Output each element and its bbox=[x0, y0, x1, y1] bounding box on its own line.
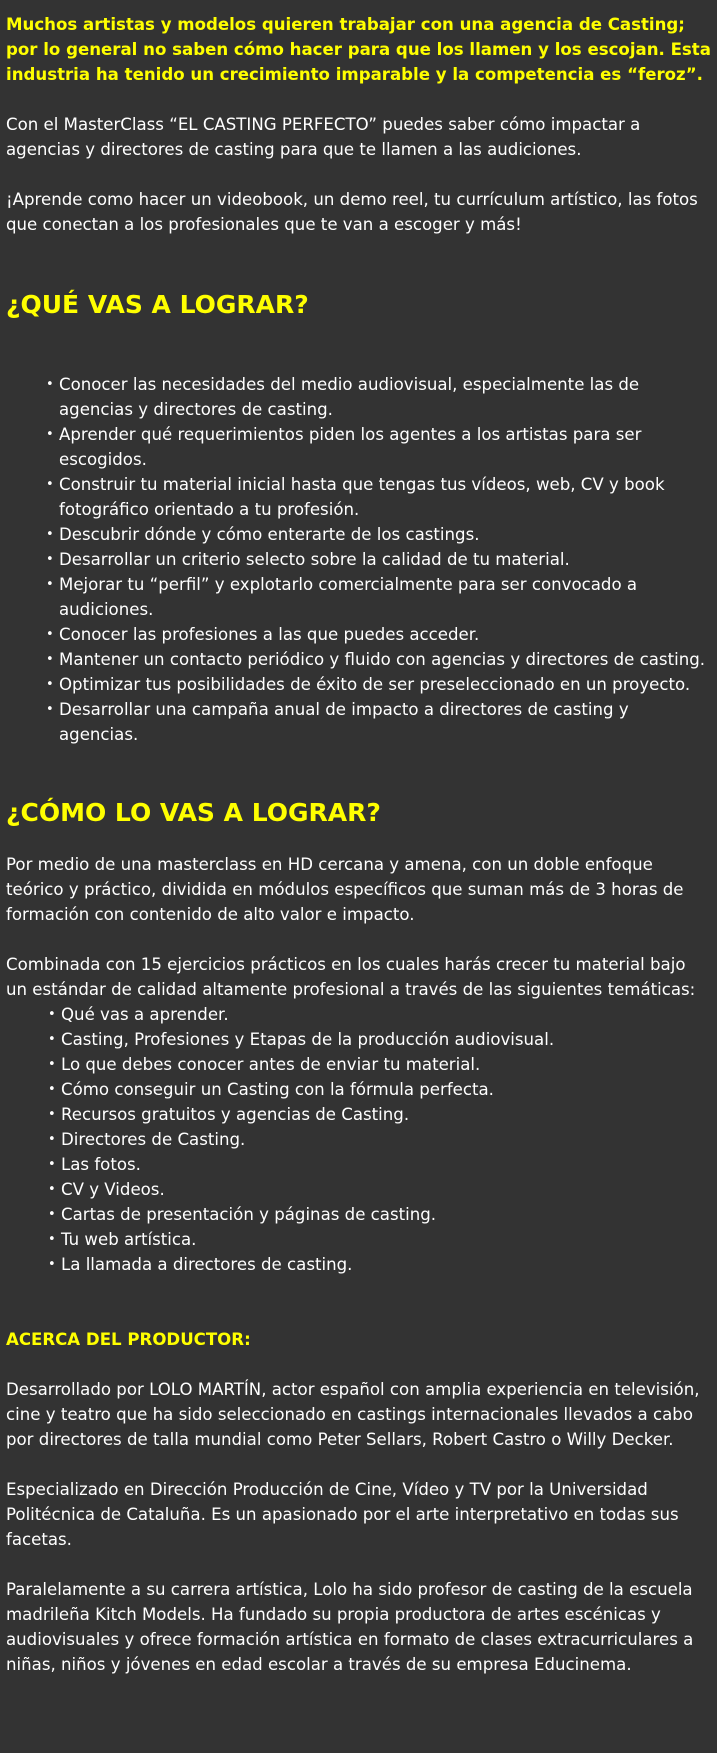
intro-paragraph-2: ¡Aprende como hacer un videobook, un demo reel, tu currículum artístico, las fotos que conectan a los profesionales que te van a escoger y más! bbox=[6, 190, 698, 234]
goal-list-item: • Mejorar tu “perfil” y explotarlo comercialmente para ser convocado a audiciones. bbox=[6, 572, 711, 622]
goal-list-item: • Conocer las necesidades del medio audiovisual, especialmente las de agencias y directores de casting. bbox=[6, 372, 711, 422]
goal-list-item: • Optimizar tus posibilidades de éxito de ser preseleccionado en un proyecto. bbox=[6, 672, 711, 697]
topic-list-item: • Directores de Casting. bbox=[6, 1127, 711, 1152]
goal-list-item: • Desarrollar un criterio selecto sobre la calidad de tu material. bbox=[6, 547, 711, 572]
topic-list-item: • Recursos gratuitos y agencias de Casting. bbox=[6, 1102, 711, 1127]
topic-list-item: • Tu web artística. bbox=[6, 1227, 711, 1252]
goal-list-item: • Aprender qué requerimientos piden los agentes a los artistas para ser escogidos. bbox=[6, 422, 711, 472]
intro-paragraph-1: Con el MasterClass “EL CASTING PERFECTO” puedes saber cómo impactar a agencias y directores de casting para que te llamen a las audiciones. bbox=[6, 115, 641, 159]
intro-highlight: Muchos artistas y modelos quieren trabajar con una agencia de Casting; por lo general no saben cómo hacer para que los llamen y los escojan. Esta industria ha tenido un crecimiento imparable y la competencia es “feroz”. bbox=[6, 15, 711, 84]
topic-list-item: • Lo que debes conocer antes de enviar tu material. bbox=[6, 1052, 711, 1077]
heading-como-lo-vas-a-lograr: ¿CÓMO LO VAS A LOGRAR? bbox=[6, 798, 381, 827]
producer-paragraph-2: Especializado en Dirección Producción de Cine, Vídeo y TV por la Universidad Politécnica de Cataluña. Es un apasionado por el arte interpretativo en todas sus facetas. bbox=[6, 1480, 679, 1549]
topic-list-item: • Cómo conseguir un Casting con la fórmula perfecta. bbox=[6, 1077, 711, 1102]
topic-list-item: • CV y Videos. bbox=[6, 1177, 711, 1202]
goals-list bbox=[6, 372, 711, 747]
method-paragraph-2: Combinada con 15 ejercicios prácticos en los cuales harás crecer tu material bajo un estándar de calidad altamente profesional a través de las siguientes temáticas: bbox=[6, 955, 696, 999]
course-description bbox=[0, 12, 717, 1677]
heading-que-vas-a-lograr: ¿QUÉ VAS A LOGRAR? bbox=[6, 290, 309, 319]
producer-paragraph-3: Paralelamente a su carrera artística, Lolo ha sido profesor de casting de la escuela madrileña Kitch Models. Ha fundado su propia productora de artes escénicas y audiovisuales y ofrece formación artística en formato de clases extracurriculares a niñas, niños y jóvenes en edad escolar a través de su empresa Educinema. bbox=[6, 1580, 694, 1674]
goal-list-item: • Construir tu material inicial hasta que tengas tus vídeos, web, CV y book fotográfico orientado a tu profesión. bbox=[6, 472, 711, 522]
heading-acerca-del-productor: ACERCA DEL PRODUCTOR: bbox=[6, 1330, 251, 1349]
topic-list-item: • Las fotos. bbox=[6, 1152, 711, 1177]
goal-list-item: • Mantener un contacto periódico y fluido con agencias y directores de casting. bbox=[6, 647, 711, 672]
topic-list-item: • Qué vas a aprender. bbox=[6, 1002, 711, 1027]
producer-paragraph-1: Desarrollado por LOLO MARTÍN, actor español con amplia experiencia en televisión, cine y teatro que ha sido seleccionado en castings internacionales llevados a cabo por directores de talla mundial como Peter Sellars, Robert Castro o Willy Decker. bbox=[6, 1380, 700, 1449]
goal-list-item: • Descubrir dónde y cómo enterarte de los castings. bbox=[6, 522, 711, 547]
goal-list-item: • Desarrollar una campaña anual de impacto a directores de casting y agencias. bbox=[6, 697, 711, 747]
method-paragraph-1: Por medio de una masterclass en HD cercana y amena, con un doble enfoque teórico y práctico, dividida en módulos específicos que suman más de 3 horas de formación con contenido de alto valor e impacto. bbox=[6, 855, 684, 924]
topic-list-item: • La llamada a directores de casting. bbox=[6, 1252, 711, 1277]
goal-list-item: • Conocer las profesiones a las que puedes acceder. bbox=[6, 622, 711, 647]
topic-list-item: • Cartas de presentación y páginas de casting. bbox=[6, 1202, 711, 1227]
topic-list-item: • Casting, Profesiones y Etapas de la producción audiovisual. bbox=[6, 1027, 711, 1052]
topics-list bbox=[6, 1002, 711, 1277]
